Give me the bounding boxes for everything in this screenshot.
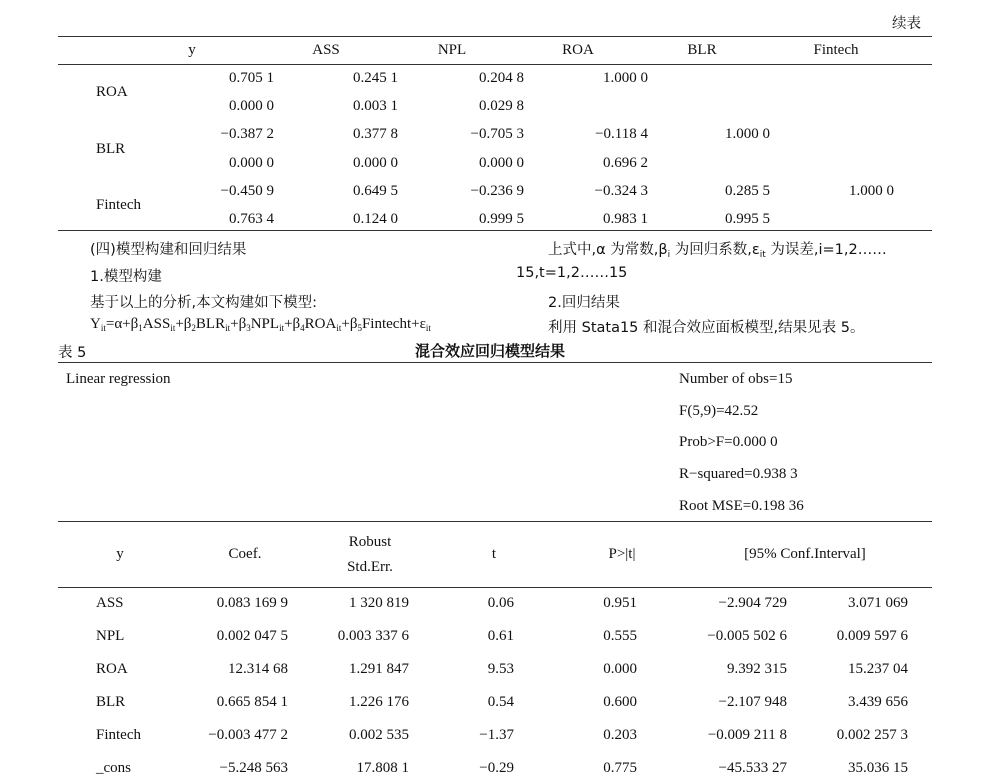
equation-subscript: it xyxy=(425,323,431,333)
equation-term: Fintecht+ε xyxy=(361,316,426,332)
equation-term: +β xyxy=(230,316,247,332)
t5-coef-cell: 0.002 047 5 xyxy=(216,628,288,644)
corr-top-rule xyxy=(58,36,932,37)
corr-pvalue-cell: 0.000 0 xyxy=(479,155,524,171)
t5-var-cell: Fintech xyxy=(96,727,141,743)
t5-header-coef: Coef. xyxy=(228,546,262,562)
t5-stats-rule xyxy=(58,521,932,522)
corr-row-label: BLR xyxy=(96,141,126,157)
t5-coef-cell: −5.248 563 xyxy=(219,760,288,776)
t5-ci-high-cell: 0.009 597 6 xyxy=(836,628,908,644)
corr-header-cell: ROA xyxy=(562,42,594,58)
t5-t-cell: −0.29 xyxy=(479,760,514,776)
equation-term: Y xyxy=(90,316,101,332)
corr-pvalue-cell: 0.124 0 xyxy=(353,211,398,227)
corr-pvalue-cell: 0.983 1 xyxy=(603,211,648,227)
explanation-part: 为误差,i=1,2…… xyxy=(765,242,887,258)
t5-se-cell: 1.226 176 xyxy=(349,694,409,710)
t5-coef-cell: 12.314 68 xyxy=(228,661,288,677)
corr-coef-cell: −0.118 4 xyxy=(595,126,648,142)
results-text: 利用 Stata15 和混合效应面板模型,结果见表 5。 xyxy=(548,320,865,336)
model-intro-text: 基于以上的分析,本文构建如下模型: xyxy=(90,295,317,311)
corr-coef-cell: 0.204 8 xyxy=(479,70,524,86)
equation-subscript: 5 xyxy=(357,323,362,333)
t5-p-cell: 0.600 xyxy=(603,694,637,710)
corr-pvalue-cell: 0.000 0 xyxy=(229,155,274,171)
equation-term: ASS xyxy=(142,316,171,332)
t5-var-cell: NPL xyxy=(96,628,125,644)
explanation-part: 上式中,α 为常数,β xyxy=(548,242,668,258)
equation-term: =α+β xyxy=(105,316,139,332)
t5-ci-high-cell: 35.036 15 xyxy=(848,760,908,776)
equation-subscript: it xyxy=(336,323,342,333)
t5-se-cell: 17.808 1 xyxy=(356,760,409,776)
corr-coef-cell: 0.245 1 xyxy=(353,70,398,86)
corr-pvalue-cell: 0.696 2 xyxy=(603,155,648,171)
t5-header-ci: [95% Conf.Interval] xyxy=(744,546,866,562)
corr-header-cell: BLR xyxy=(687,42,717,58)
model-stat: Prob>F=0.000 0 xyxy=(679,434,778,450)
equation-term: ROA xyxy=(304,316,337,332)
corr-coef-cell: −0.324 3 xyxy=(594,183,648,199)
t5-top-rule xyxy=(58,362,932,363)
equation-subscript: 4 xyxy=(300,323,305,333)
corr-coef-cell: −0.387 2 xyxy=(220,126,274,142)
t5-p-cell: 0.951 xyxy=(603,595,637,611)
t5-p-cell: 0.555 xyxy=(603,628,637,644)
equation-term: BLR xyxy=(195,316,226,332)
t5-p-cell: 0.775 xyxy=(603,760,637,776)
corr-coef-cell: 0.705 1 xyxy=(229,70,274,86)
equation-subscript: it xyxy=(279,323,285,333)
t5-t-cell: 0.61 xyxy=(487,628,514,644)
t5-header-y: y xyxy=(116,546,124,562)
model-equation xyxy=(90,316,431,333)
t5-se-cell: 0.003 337 6 xyxy=(337,628,409,644)
t5-ci-low-cell: −2.904 729 xyxy=(718,595,787,611)
t5-t-cell: 0.54 xyxy=(487,694,514,710)
model-stat: Root MSE=0.198 36 xyxy=(679,498,804,514)
t5-ci-low-cell: −0.005 502 6 xyxy=(707,628,787,644)
t5-ci-low-cell: −0.009 211 8 xyxy=(707,727,787,743)
t5-se-cell: 0.002 535 xyxy=(349,727,409,743)
corr-row-label: Fintech xyxy=(96,197,141,213)
equation-subscript: it xyxy=(225,323,231,333)
corr-coef-cell: 1.000 0 xyxy=(725,126,770,142)
t5-p-cell: 0.000 xyxy=(603,661,637,677)
t5-ci-high-cell: 3.439 656 xyxy=(848,694,908,710)
model-stat: F(5,9)=42.52 xyxy=(679,403,759,419)
corr-coef-cell: 1.000 0 xyxy=(849,183,894,199)
corr-pvalue-cell: 0.763 4 xyxy=(229,211,274,227)
t5-var-cell: BLR xyxy=(96,694,126,710)
corr-coef-cell: 0.285 5 xyxy=(725,183,770,199)
t5-header-se-1: Robust xyxy=(348,534,392,550)
corr-pvalue-cell: 0.029 8 xyxy=(479,98,524,114)
corr-header-cell: y xyxy=(188,42,196,58)
corr-coef-cell: 1.000 0 xyxy=(603,70,648,86)
subsection-model-build: 1.模型构建 xyxy=(90,269,162,285)
explanation-sub: it xyxy=(759,250,766,260)
t5-ci-low-cell: −2.107 948 xyxy=(718,694,787,710)
section-heading: (四)模型构建和回归结果 xyxy=(90,242,247,258)
equation-subscript: it xyxy=(100,323,106,333)
t5-ci-high-cell: 3.071 069 xyxy=(848,595,908,611)
t5-header-t: t xyxy=(491,546,497,562)
subsection-results: 2.回归结果 xyxy=(548,295,620,311)
corr-header-rule xyxy=(58,64,932,65)
equation-subscript: 3 xyxy=(246,323,251,333)
corr-header-cell: NPL xyxy=(437,42,467,58)
index-range-text: 15,t=1,2……15 xyxy=(516,265,628,281)
model-stat: Number of obs=15 xyxy=(679,371,793,387)
t5-var-cell: ASS xyxy=(96,595,124,611)
equation-subscript: it xyxy=(170,323,176,333)
equation-term: +β xyxy=(175,316,192,332)
t5-coef-cell: 0.083 169 9 xyxy=(216,595,288,611)
table5-title: 混合效应回归模型结果 xyxy=(415,342,566,360)
corr-bottom-rule xyxy=(58,230,932,231)
t5-ci-low-cell: −45.533 27 xyxy=(718,760,787,776)
t5-header-se-2: Std.Err. xyxy=(347,559,393,575)
t5-coef-cell: 0.665 854 1 xyxy=(216,694,288,710)
table5-label: 表 5 xyxy=(58,345,87,361)
t5-var-cell: ROA xyxy=(96,661,128,677)
corr-pvalue-cell: 0.003 1 xyxy=(353,98,398,114)
corr-pvalue-cell: 0.995 5 xyxy=(725,211,770,227)
corr-coef-cell: −0.450 9 xyxy=(220,183,274,199)
corr-header-cell: Fintech xyxy=(813,42,859,58)
t5-t-cell: 9.53 xyxy=(487,661,514,677)
equation-term: NPL xyxy=(250,316,280,332)
t5-t-cell: 0.06 xyxy=(487,595,514,611)
corr-pvalue-cell: 0.000 0 xyxy=(229,98,274,114)
continued-label: 续表 xyxy=(892,16,921,32)
equation-subscript: 2 xyxy=(191,323,196,333)
t5-t-cell: −1.37 xyxy=(479,727,514,743)
t5-ci-high-cell: 15.237 04 xyxy=(848,661,908,677)
t5-se-cell: 1 320 819 xyxy=(349,595,409,611)
corr-coef-cell: −0.236 9 xyxy=(470,183,524,199)
corr-coef-cell: −0.705 3 xyxy=(470,126,524,142)
equation-explanation xyxy=(548,238,887,260)
corr-row-label: ROA xyxy=(96,84,128,100)
equation-term: +β xyxy=(284,316,301,332)
t5-coef-cell: −0.003 477 2 xyxy=(208,727,288,743)
corr-pvalue-cell: 0.000 0 xyxy=(353,155,398,171)
model-stat: R−squared=0.938 3 xyxy=(679,466,798,482)
corr-pvalue-cell: 0.999 5 xyxy=(479,211,524,227)
equation-subscript: 1 xyxy=(138,323,143,333)
equation-term: +β xyxy=(341,316,358,332)
corr-header-cell: ASS xyxy=(312,42,340,58)
t5-se-cell: 1.291 847 xyxy=(349,661,409,677)
t5-ci-high-cell: 0.002 257 3 xyxy=(836,727,908,743)
t5-p-cell: 0.203 xyxy=(603,727,637,743)
explanation-part: 为回归系数,ε xyxy=(670,242,760,258)
model-type: Linear regression xyxy=(66,371,171,387)
corr-coef-cell: 0.649 5 xyxy=(353,183,398,199)
t5-header-p: P>|t| xyxy=(608,546,636,562)
t5-ci-low-cell: 9.392 315 xyxy=(727,661,787,677)
explanation-sub: i xyxy=(667,250,671,260)
corr-coef-cell: 0.377 8 xyxy=(353,126,398,142)
t5-header-rule xyxy=(58,587,932,588)
t5-var-cell: _cons xyxy=(96,760,131,776)
